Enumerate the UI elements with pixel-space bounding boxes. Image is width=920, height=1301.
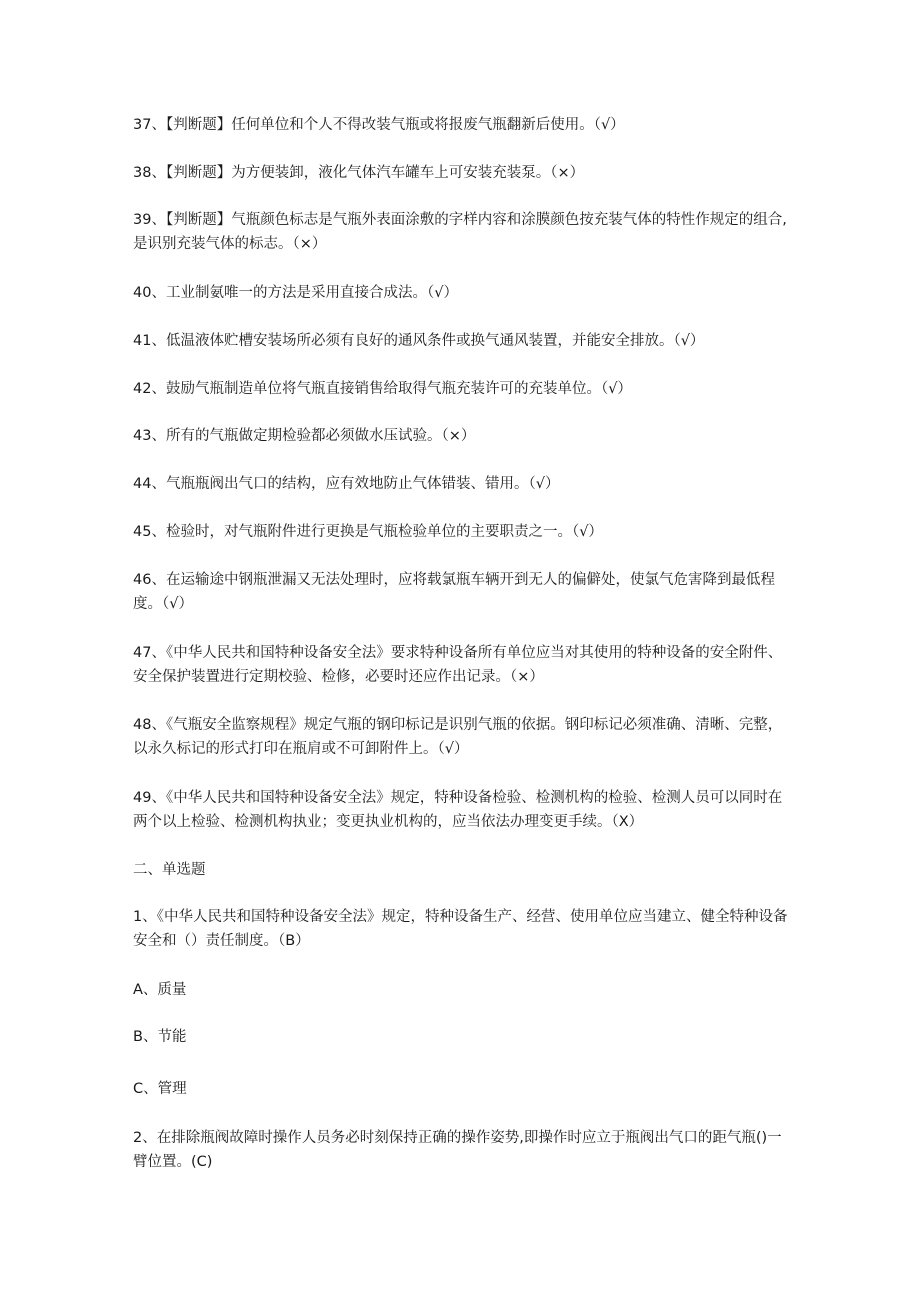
question-37: 37、【判断题】任何单位和个人不得改装气瓶或将报废气瓶翻新后使用。（√） bbox=[133, 117, 625, 133]
option-a: A、质量 bbox=[133, 982, 187, 998]
question-46: 46、在运输途中钢瓶泄漏又无法处理时，应将载氯瓶车辆开到无人的偏僻处，使氯气危害降到最低程度。（√） bbox=[133, 572, 775, 612]
question-41: 41、低温液体贮槽安装场所必须有良好的通风条件或换气通风装置，并能安全排放。（√） bbox=[133, 333, 705, 349]
question-42: 42、鼓励气瓶制造单位将气瓶直接销售给取得气瓶充装许可的充装单位。（√） bbox=[133, 381, 632, 397]
single-choice-question-2: 2、在排除瓶阀故障时操作人员务必时刻保持正确的操作姿势,即操作时应立于瓶阀出气口的距气瓶()一臂位置。(C) bbox=[133, 1130, 782, 1170]
question-38: 38、【判断题】为方便装卸，液化气体汽车罐车上可安装充装泵。（×） bbox=[133, 165, 585, 181]
question-49: 49、《中华人民共和国特种设备安全法》规定，特种设备检验、检测机构的检验、检测人员可以同时在两个以上检验、检测机构执业；变更执业机构的，应当依法办理变更手续。（X） bbox=[133, 790, 783, 830]
question-40: 40、工业制氨唯一的方法是采用直接合成法。（√） bbox=[133, 285, 458, 301]
question-39: 39、【判断题】气瓶颜色标志是气瓶外表面涂敷的字样内容和涂膜颜色按充装气体的特性作规定的组合,是识别充装气体的标志。（×） bbox=[133, 212, 787, 252]
option-c: C、管理 bbox=[133, 1081, 187, 1097]
question-47: 47、《中华人民共和国特种设备安全法》要求特种设备所有单位应当对其使用的特种设备的安全附件、安全保护装置进行定期校验、检修，必要时还应作出记录。（×） bbox=[133, 645, 783, 685]
question-44: 44、气瓶瓶阀出气口的结构，应有效地防止气体错装、错用。（√） bbox=[133, 476, 560, 492]
section-heading-single-choice: 二、单选题 bbox=[133, 862, 206, 878]
question-43: 43、所有的气瓶做定期检验都必须做水压试验。（×） bbox=[133, 428, 476, 444]
question-45: 45、检验时，对气瓶附件进行更换是气瓶检验单位的主要职责之一。（√） bbox=[133, 524, 603, 540]
option-b: B、节能 bbox=[133, 1029, 187, 1045]
single-choice-question-1: 1、《中华人民共和国特种设备安全法》规定，特种设备生产、经营、使用单位应当建立、健全特种设备安全和（）责任制度。（B） bbox=[133, 909, 788, 949]
question-48: 48、《气瓶安全监察规程》规定气瓶的钢印标记是识别气瓶的依据。钢印标记必须准确、清晰、完整，以永久标记的形式打印在瓶肩或不可卸附件上。（√） bbox=[133, 717, 783, 757]
